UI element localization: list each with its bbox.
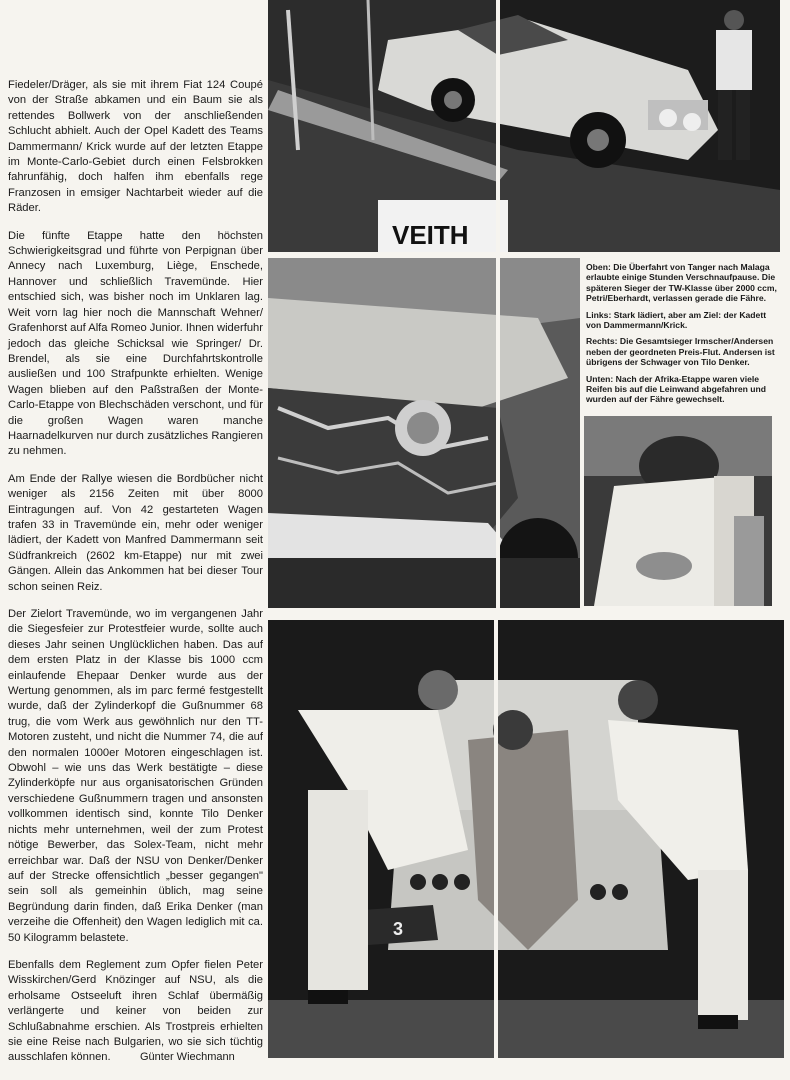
photo-captions	[586, 262, 782, 411]
article-paragraph-1: Fiedeler/Dräger, als sie mit ihrem Fiat 124 Coupé von der Straße abkamen und ein Baum sie als rettendes Bollwerk von der anschließenden Schlucht abhielt. Auch der Opel Kadett des Teams Dammermann/ Krick wurde auf der letzten Etappe im Monte-Carlo-Gebiet durch einen Felsbrokken fahrunfähig, doch halfen ihm ebenfalls rege Franzosen in emsiger Nachtarbeit wieder auf die Räder.	[8, 79, 263, 215]
article-byline: Günter Wiechmann	[140, 1051, 235, 1063]
photo-man-at-car	[584, 416, 772, 606]
photo-mechanics-working	[268, 620, 784, 1058]
article-text-column	[8, 78, 263, 1078]
article-paragraph-5: Ebenfalls dem Reglement zum Opfer fielen Peter Wisskirchen/Gerd Knözinger auf NSU, als die erholsame Ostseeluft ihren Schlaf übermäßig verlängerte und keiner von beiden zur Schlußabnahme erschien. Als Trostpreis erhielten sie eine Reise nach Bulgarien, wo sie sich tüchtig ausschlafen können.	[8, 958, 263, 1064]
caption-right: Rechts: Die Gesamtsieger Irmscher/Andersen neben der geordneten Preis-Flut. Andersen ist übrigens der Schwager von Tilo Denker.	[586, 336, 775, 368]
article-paragraph-2: Die fünfte Etappe hatte den höchsten Schwierigkeitsgrad und führte von Perpignan über Annecy nach Luxemburg, Liège, Enschede, Hannover und schließlich Travemünde. Hier entschied sich, was bisher noch im Unklaren lag. Weit vorn lag hier noch die Mannschaft Wehner/ Grafenhorst auf Alfa Romeo Junior. Ihnen widerfuhr jedoch das gleiche Schicksal wie Springer/ Dr. Brendel, als sie eine Durchfahrtskontrolle ausließen und 100 Strafpunkte erhielten. Wenige Wagen blieben auf den Paßstraßen der Monte-Carlo-Etappe von Blechschäden verschont, und für die großen Wagen waren manche Haarnadelkurven nur durch zusätzliches Rangieren zu nehmen.	[8, 229, 263, 458]
article-paragraph-4: Der Zielort Travemünde, wo im vergangenen Jahr die Siegesfeier zur Protestfeier wurde, sollte auch dieses Jahr seinen Unglücklichen haben. Das auf dem ersten Platz in der Klasse bis 1000 ccm einlaufende Ehepaar Denker wurde aus der Wertung genommen, als im parc fermé festgestellt wurde, daß der Zylinderkopf die Gußnummer 68 trug, die vom Werk aus gewöhnlich nur den TT-Motoren zusteht, und nicht die Nummer 74, die auf den normalen 1000er Motoren eingeschlagen ist. Obwohl – wie uns das Werk bestätigte – diese Zylinderköpfe nur aus organisatorischen Gründen verschiedene Gußnummern tragen und ansonsten vollkommen identisch sind, konnte Tilo Denker nichts mehr unternehmen, weil der zum Protest nötige Bewerber, das Solex-Team, nicht mehr erreichbar war. Daß der NSU von Denker/Denker auf der Strecke offensichtlich „besser gegangen" sein soll als gemeinhin üblich, mag seine Begründung darin finden, daß Erika Denker (man verzeihe die Offenheit) den Wagen lediglich mit ca. 50 Kilogramm belastete.	[8, 608, 263, 944]
photo-ferry-car	[268, 0, 780, 252]
photo-damaged-kadett	[268, 258, 580, 608]
caption-top: Oben: Die Überfahrt von Tanger nach Malaga erlaubte einige Stunden Verschnaufpause. Die späteren Sieger der TW-Klasse über 2000 ccm, Petri/Eberhardt, verlassen gerade die Fähre.	[586, 262, 777, 304]
rally-plate-number: 3	[393, 919, 404, 939]
article-paragraph-3: Am Ende der Rallye wiesen die Bordbücher nicht weniger als 2156 Zeiten mit über 8000 Eintragungen auf. Von 42 gestarteten Wagen trafen 33 in Travemünde ein, mehr oder weniger lädiert, der Kadett von Manfred Dammermann seit Südfrankreich (2602 km-Etappe) nur mit zwei Gängen. Allein das Ankommen hat bei dieser Tour schon seinen Reiz.	[8, 472, 263, 593]
caption-left: Links: Stark lädiert, aber am Ziel: der Kadett von Dammermann/Krick.	[586, 309, 767, 331]
ferry-sign-text: VEITH	[392, 220, 469, 250]
caption-bottom: Unten: Nach der Afrika-Etappe waren viele Reifen bis auf die Leinwand abgefahren und wurden auf der Fähre gewechselt.	[586, 373, 767, 405]
